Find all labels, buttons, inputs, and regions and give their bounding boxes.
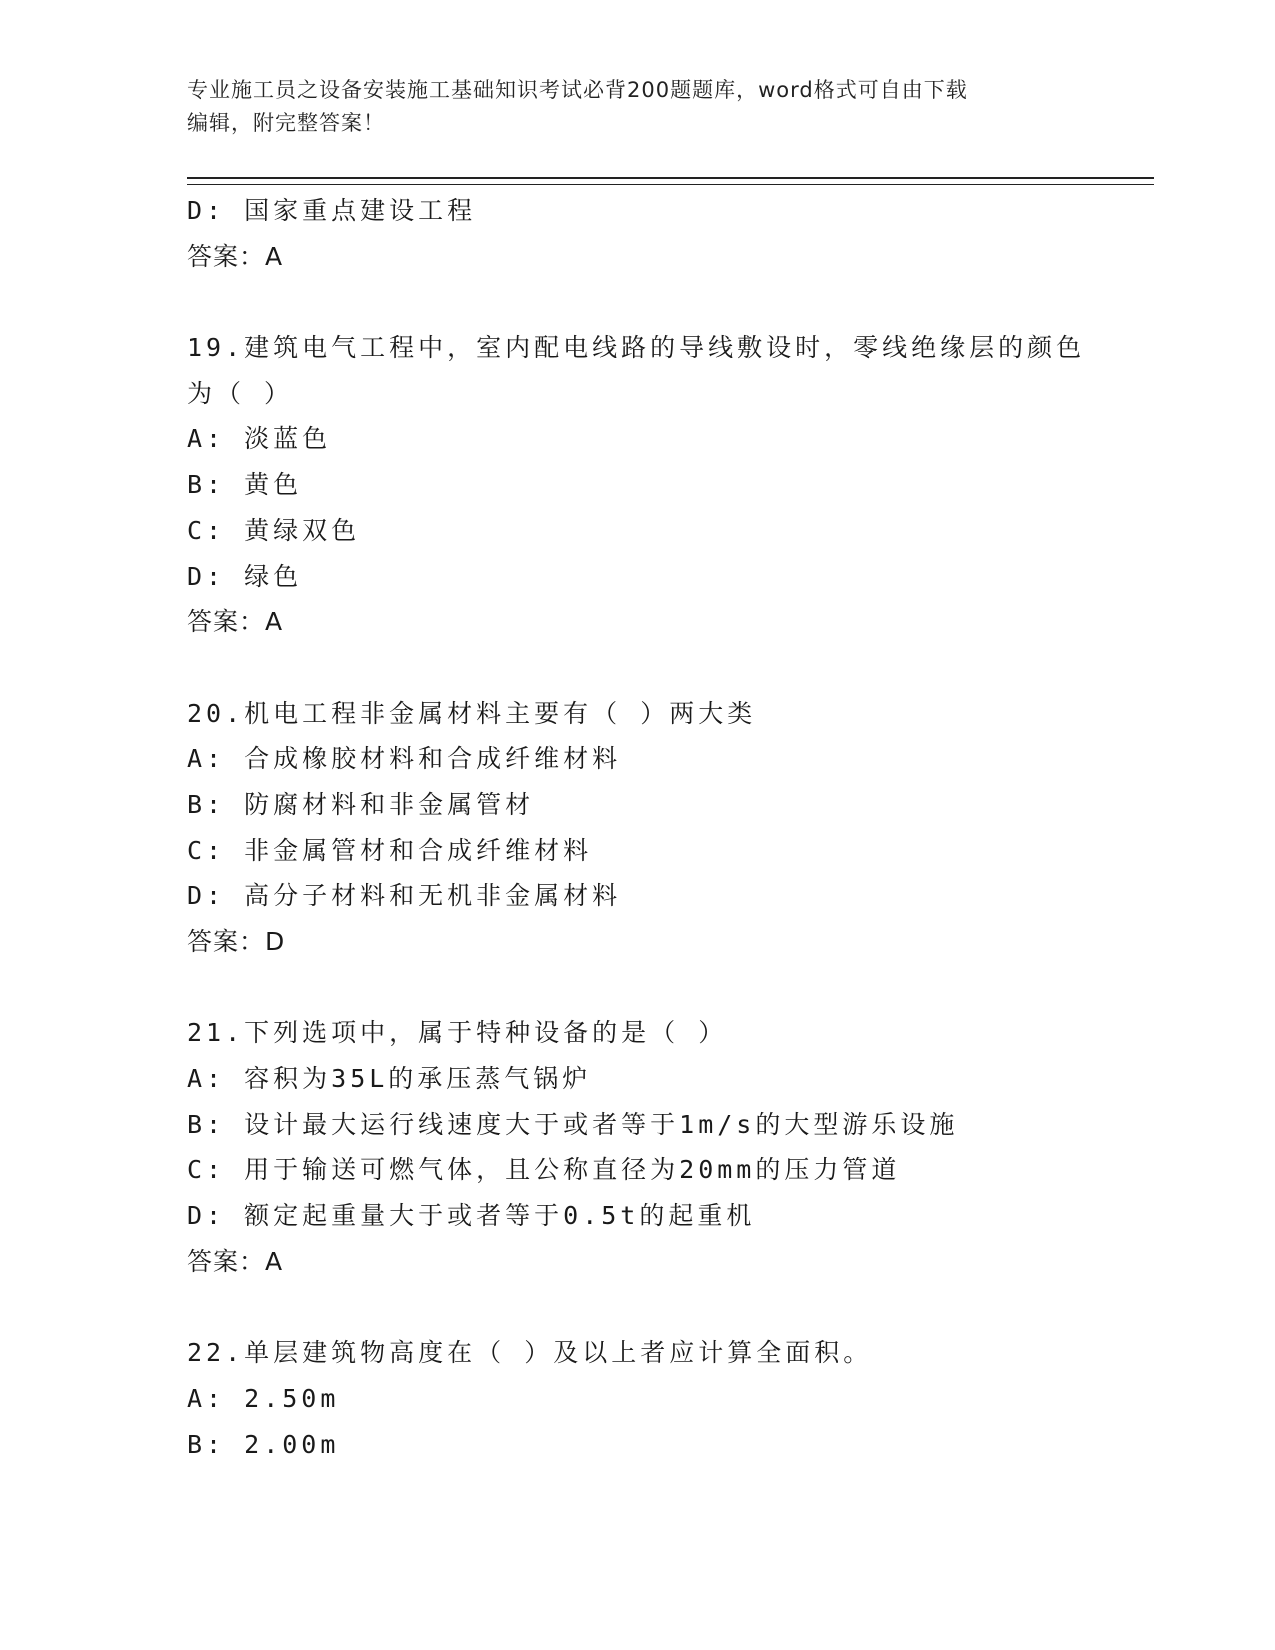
question-22 [187,1330,1154,1467]
option-b: B: 设计最大运行线速度大于或者等于1m/s的大型游乐设施 [187,1109,959,1139]
option-b: B: 防腐材料和非金属管材 [187,789,535,819]
header-line-2: 编辑，附完整答案！ [187,111,385,135]
answer: 答案：A [187,607,284,637]
option-a: A: 淡蓝色 [187,424,332,454]
question-21 [187,1010,1154,1284]
header-line-1: 专业施工员之设备安装施工基础知识考试必背200题题库，word格式可自由下载 [187,78,968,102]
prev-answer: 答案：A [187,241,284,271]
spacer [187,1285,1154,1331]
question-stem: 22.单层建筑物高度在（ ）及以上者应计算全面积。 [187,1338,873,1368]
option-c: C: 非金属管材和合成纤维材料 [187,835,593,865]
question-stem: 19.建筑电气工程中，室内配电线路的导线敷设时，零线绝缘层的颜色 [187,333,1086,363]
option-b: B: 2.00m [187,1429,340,1459]
question-stem: 21.下列选项中，属于特种设备的是（ ） [187,1018,728,1048]
spacer [187,645,1154,691]
option-c: C: 用于输送可燃气体，且公称直径为20mm的压力管道 [187,1155,901,1185]
option-a: A: 合成橡胶材料和合成纤维材料 [187,744,622,774]
question-stem-cont: 为（ ） [187,378,294,408]
answer: 答案：A [187,1246,284,1276]
document-header [187,74,1067,140]
question-20 [187,691,1154,965]
header-divider [187,177,1154,185]
option-d: D: 绿色 [187,561,303,591]
prev-option-d: D: 国家重点建设工程 [187,196,477,225]
answer: 答案：D [187,927,286,956]
question-stem: 20.机电工程非金属材料主要有（ ）两大类 [187,698,757,728]
question-19 [187,325,1154,645]
spacer [187,279,1154,325]
option-c: C: 黄绿双色 [187,515,361,545]
spacer [187,965,1154,1011]
option-d: D: 高分子材料和无机非金属材料 [187,881,622,911]
option-a: A: 2.50m [187,1383,340,1413]
option-d: D: 额定起重量大于或者等于0.5t的起重机 [187,1201,756,1231]
question-content [187,188,1154,1467]
option-b: B: 黄色 [187,470,303,500]
option-a: A: 容积为35L的承压蒸气锅炉 [187,1064,592,1094]
